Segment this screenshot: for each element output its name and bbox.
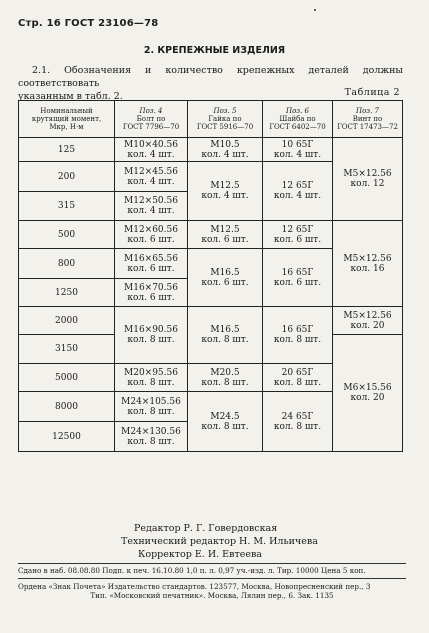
bolt-cell: М10×40.56 кол. 4 шт. xyxy=(115,138,188,162)
paragraph-line-2: указанным в табл. 2. xyxy=(18,91,123,102)
moment-cell: 8000 xyxy=(19,392,115,422)
fasteners-table xyxy=(18,100,403,452)
bolt-cell: М16×90.56 кол. 8 шт. xyxy=(115,307,188,364)
moment-cell: 500 xyxy=(19,221,115,249)
moment-cell: 315 xyxy=(19,192,115,221)
tech-editor-line: Технический редактор Н. М. Ильичева xyxy=(121,536,318,547)
publisher-line-1: Ордена «Знак Почета» Издательство стандартов. 123577, Москва, Новопресненский пер., 3 xyxy=(18,582,371,591)
screw-cell: М5×12.56 кол. 16 xyxy=(333,221,403,307)
editor-line: Редактор Р. Г. Говердовская xyxy=(134,523,278,534)
bolt-cell: М24×130.56 кол. 8 шт. xyxy=(115,422,188,452)
washer-cell: 16 65Г кол. 6 шт. xyxy=(263,249,333,307)
header-nut: Поз. 5 Гайка по ГОСТ 5916—70 xyxy=(188,101,263,138)
screw-cell: М6×15.56 кол. 20 xyxy=(333,335,403,452)
divider xyxy=(18,578,406,579)
header-screw: Поз. 7 Винт по ГОСТ 17473—72 xyxy=(333,101,403,138)
washer-cell: 16 65Г кол. 8 шт. xyxy=(263,307,333,364)
page-speck xyxy=(314,9,316,11)
section-title: 2. КРЕПЕЖНЫЕ ИЗДЕЛИЯ xyxy=(143,45,286,56)
table-row xyxy=(19,307,403,335)
bolt-cell: М16×70.56 кол. 6 шт. xyxy=(115,279,188,307)
moment-cell: 2000 xyxy=(19,307,115,335)
washer-cell: 24 65Г кол. 8 шт. xyxy=(263,392,333,452)
washer-cell: 10 65Г кол. 4 шт. xyxy=(263,138,333,162)
screw-cell: М5×12.56 кол. 20 xyxy=(333,307,403,335)
nut-cell: М12.5 кол. 4 шт. xyxy=(188,162,263,221)
bolt-cell: М12×50.56 кол. 4 шт. xyxy=(115,192,188,221)
screw-cell: М5×12.56 кол. 12 xyxy=(333,138,403,221)
header-bolt: Поз. 4 Болт по ГОСТ 7796—70 xyxy=(115,101,188,138)
proofreader-line: Корректор Е. И. Евтеева xyxy=(138,549,262,560)
table-header-row xyxy=(19,101,403,138)
header-washer: Поз. 6 Шайба по ГОСТ 6402—70 xyxy=(263,101,333,138)
bolt-cell: М12×60.56 кол. 6 шт. xyxy=(115,221,188,249)
moment-cell: 200 xyxy=(19,162,115,192)
bolt-cell: М24×105.56 кол. 8 шт. xyxy=(115,392,188,422)
moment-cell: 1250 xyxy=(19,279,115,307)
moment-cell: 5000 xyxy=(19,364,115,392)
table-row xyxy=(19,221,403,249)
washer-cell: 12 65Г кол. 4 шт. xyxy=(263,162,333,221)
moment-cell: 3150 xyxy=(19,335,115,364)
paragraph-line-1: 2.1. Обозначения и количество крепежных деталей должны соответствовать xyxy=(18,65,403,89)
nut-cell: М16.5 кол. 8 шт. xyxy=(188,307,263,364)
bolt-cell: М16×65.56 кол. 6 шт. xyxy=(115,249,188,279)
bolt-cell: М12×45.56 кол. 4 шт. xyxy=(115,162,188,192)
table-row xyxy=(19,138,403,162)
moment-cell: 800 xyxy=(19,249,115,279)
washer-cell: 20 65Г кол. 8 шт. xyxy=(263,364,333,392)
table-caption: Таблица 2 xyxy=(344,87,400,98)
imprint-line: Сдано в наб. 08.08.80 Подп. к печ. 16.10.80 1,0 п. л. 0,97 уч.-изд. л. Тир. 10000 Цена 5 коп. xyxy=(18,566,366,575)
nut-cell: М12.5 кол. 6 шт. xyxy=(188,221,263,249)
washer-cell: 12 65Г кол. 6 шт. xyxy=(263,221,333,249)
page-header: Стр. 16 ГОСТ 23106—78 xyxy=(18,18,159,29)
publisher-line-2: Тип. «Московский печатник». Москва, Лялин пер., 6. Зак. 1135 xyxy=(90,591,334,600)
moment-cell: 12500 xyxy=(19,422,115,452)
nut-cell: М16.5 кол. 6 шт. xyxy=(188,249,263,307)
bolt-cell: М20×95.56 кол. 8 шт. xyxy=(115,364,188,392)
nut-cell: М24.5 кол. 8 шт. xyxy=(188,392,263,452)
nut-cell: М20.5 кол. 8 шт. xyxy=(188,364,263,392)
divider xyxy=(18,563,406,564)
header-moment: Номинальный крутящий момент, Mкр, Н·м xyxy=(19,101,115,138)
nut-cell: М10.5 кол. 4 шт. xyxy=(188,138,263,162)
credits xyxy=(0,522,429,561)
moment-cell: 125 xyxy=(19,138,115,162)
